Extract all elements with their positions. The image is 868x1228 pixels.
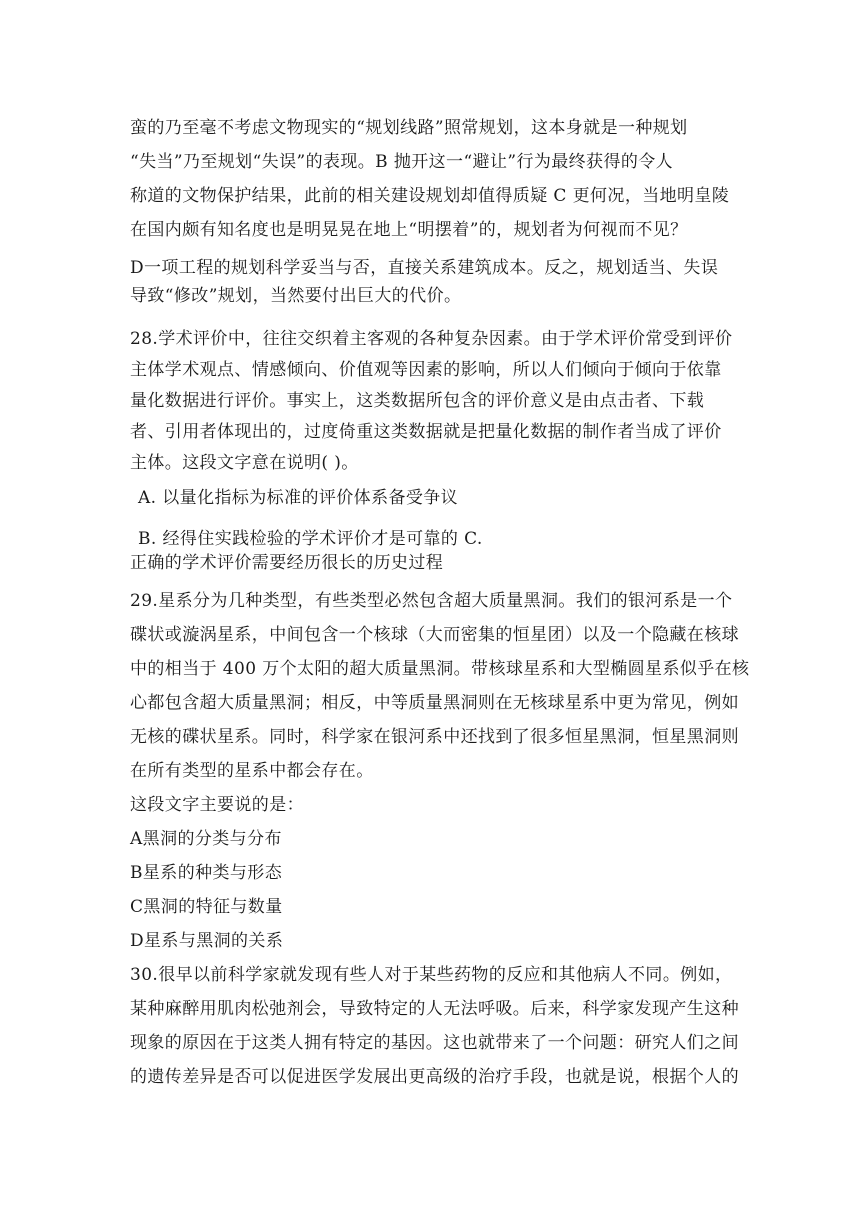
- text-line: 在所有类型的星系中都会存在。: [130, 761, 374, 781]
- text-line: 主体。这段文字意在说明( )。: [130, 453, 359, 473]
- text-line: 在国内颇有知名度也是明晃晃在地上“明摆着”的，规划者为何视而不见？: [130, 220, 688, 240]
- option-b: B星系的种类与形态: [130, 863, 283, 883]
- option-b: B. 经得住实践检验的学术评价才是可靠的 C.: [138, 529, 483, 549]
- option-a: A. 以量化指标为标准的评价体系备受争议: [138, 488, 459, 508]
- option-d: D星系与黑洞的关系: [130, 931, 284, 951]
- text-line: 者、引用者体现出的，过度倚重这类数据就是把量化数据的制作者当成了评价: [130, 422, 722, 442]
- text-line: 量化数据进行评价。事实上，这类数据所包含的评价意义是由点击者、下载: [130, 391, 705, 411]
- text-line: 现象的原因在于这类人拥有特定的基因。这也就带来了一个问题：研究人们之间: [130, 1033, 739, 1053]
- question-30: 30.很早以前科学家就发现有些人对于某些药物的反应和其他病人不同。例如，: [130, 965, 733, 985]
- question-28: 28.学术评价中，往往交织着主客观的各种复杂因素。由于学术评价常受到评价: [130, 329, 733, 349]
- text-line: 心都包含超大质量黑洞；相反，中等质量黑洞则在无核球星系中更为常见，例如: [130, 693, 739, 713]
- question-prompt: 这段文字主要说的是：: [130, 795, 304, 815]
- text-line: 导致“修改”规划，当然要付出巨大的代价。: [130, 286, 462, 306]
- text-line: “失当”乃至规划“失误”的表现。B 抛开这一“避让”行为最终获得的令人: [130, 152, 674, 172]
- text-line: D一项工程的规划科学妥当与否，直接关系建筑成本。反之，规划适当、失误: [130, 258, 719, 278]
- text-line: 碟状或漩涡星系，中间包含一个核球（大而密集的恒星团）以及一个隐藏在核球: [130, 625, 739, 645]
- option-a: A黑洞的分类与分布: [130, 829, 282, 849]
- question-29: 29.星系分为几种类型，有些类型必然包含超大质量黑洞。我们的银河系是一个: [130, 591, 733, 611]
- text-line: 主体学术观点、情感倾向、价值观等因素的影响，所以人们倾向于倾向于依靠: [130, 360, 722, 380]
- text-line: 某种麻醉用肌肉松弛剂会，导致特定的人无法呼吸。后来，科学家发现产生这种: [130, 999, 739, 1019]
- option-c: C黑洞的特征与数量: [130, 897, 283, 917]
- option-c: 正确的学术评价需要经历很长的历史过程: [130, 553, 444, 573]
- text-line: 蛮的乃至毫不考虑文物现实的“规划线路”照常规划，这本身就是一种规划: [130, 118, 688, 138]
- text-line: 中的相当于 400 万个太阳的超大质量黑洞。带核球星系和大型椭圆星系似乎在核: [130, 659, 750, 679]
- text-line: 的遗传差异是否可以促进医学发展出更高级的治疗手段，也就是说，根据个人的: [130, 1067, 739, 1087]
- text-line: 称道的文物保护结果，此前的相关建设规划却值得质疑 C 更何况，当地明皇陵: [130, 186, 730, 206]
- text-line: 无核的碟状星系。同时，科学家在银河系中还找到了很多恒星黑洞，恒星黑洞则: [130, 727, 739, 747]
